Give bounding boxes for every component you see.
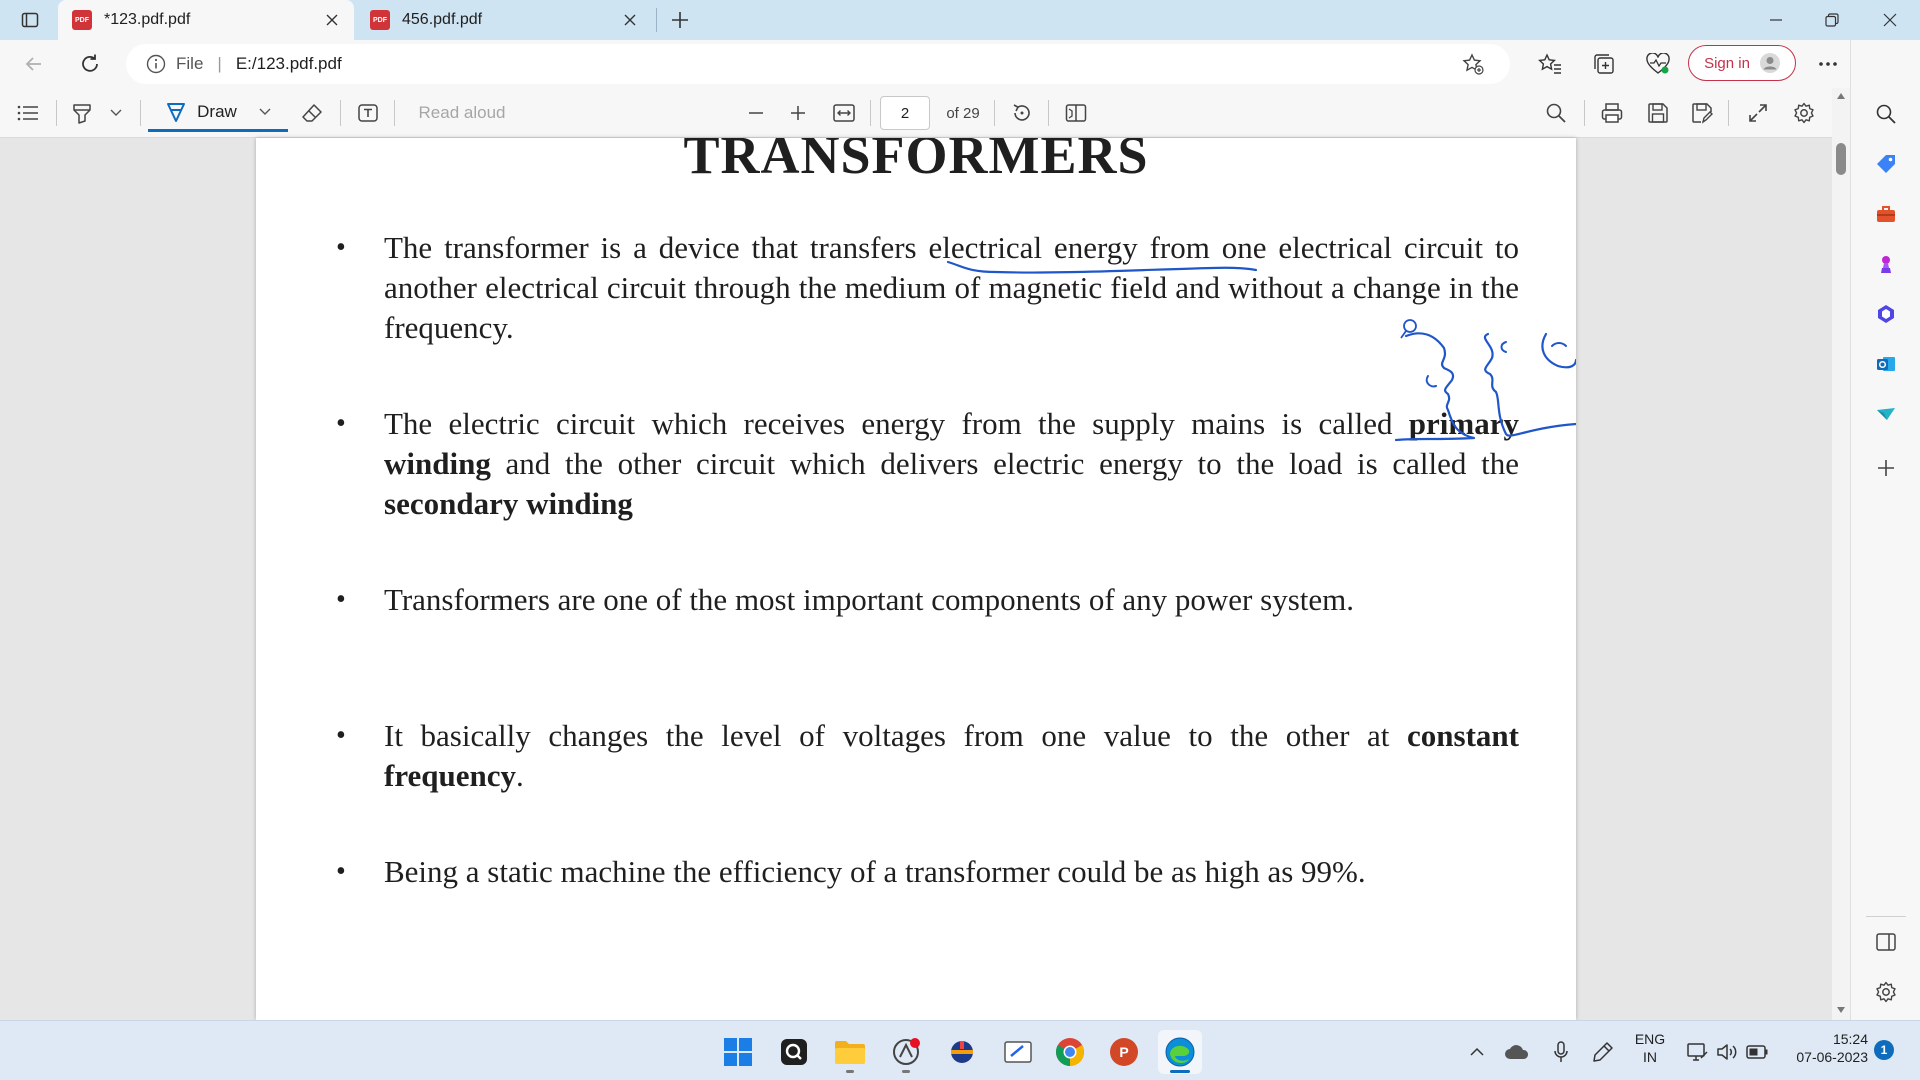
toolbar-separator <box>1584 100 1585 126</box>
erase-button[interactable] <box>296 96 328 130</box>
powerpoint-icon <box>1108 1036 1140 1068</box>
eraser-icon <box>301 102 323 124</box>
close-icon <box>1883 13 1897 27</box>
toolbox-icon <box>1875 203 1897 225</box>
microsoft-365-icon <box>1875 303 1897 325</box>
table-of-contents-icon <box>17 104 39 122</box>
edge-button[interactable] <box>1158 1030 1202 1074</box>
highlight-button[interactable] <box>66 96 98 130</box>
bullet-item <box>336 228 1519 348</box>
bullet-dot: • <box>336 720 346 751</box>
sidebar-games-button[interactable] <box>1866 244 1906 284</box>
profile-avatar-icon <box>1760 53 1780 73</box>
sidebar-toggle-icon <box>1876 933 1896 951</box>
find-button[interactable] <box>1540 96 1572 130</box>
clock[interactable] <box>1776 1030 1868 1066</box>
search-icon <box>1545 102 1567 124</box>
tab-divider <box>656 8 657 32</box>
tab-title: 456.pdf.pdf <box>402 11 483 28</box>
microphone-icon <box>1553 1041 1569 1063</box>
bullet-text: . <box>516 758 524 793</box>
clock-time: 15:24 <box>1832 1031 1868 1047</box>
tab-actions-icon <box>21 11 39 29</box>
plus-icon <box>671 11 689 29</box>
tab-title: *123.pdf.pdf <box>104 11 191 28</box>
sidebar-outlook-button[interactable] <box>1866 344 1906 384</box>
back-arrow-icon <box>24 54 44 74</box>
address-bar[interactable] <box>126 44 1510 84</box>
bold-term: primary winding <box>384 406 1519 481</box>
edge-sidebar <box>1850 40 1920 1020</box>
circle-app-icon <box>891 1037 921 1067</box>
pen-tip-icon <box>1592 1041 1614 1063</box>
active-app-indicator <box>1170 1070 1190 1073</box>
chess-piece-icon <box>1875 253 1897 275</box>
powerpoint-button[interactable] <box>1102 1030 1146 1074</box>
bullet-dot: • <box>336 584 346 615</box>
text-box-icon <box>357 102 379 124</box>
taskbar-app-button[interactable] <box>996 1030 1040 1074</box>
favorites-icon <box>1538 53 1562 75</box>
add-favorite-icon[interactable] <box>1462 53 1484 75</box>
bullet-text: The transformer is a device that transfers electrical energy from one electrical circuit to another electrical circuit through the medium of magnetic field and without a change in the frequency. <box>384 230 1519 345</box>
save-as-button[interactable] <box>1686 96 1718 130</box>
read-aloud-button[interactable]: Read aloud <box>418 103 506 122</box>
pen-icon <box>165 101 187 123</box>
bullet-item <box>336 580 1519 620</box>
toolbar-separator <box>140 100 141 126</box>
sign-in-label: Sign in <box>1704 54 1750 72</box>
highlight-options-button[interactable] <box>104 96 128 130</box>
battery-icon <box>1746 1045 1768 1059</box>
toolbar-separator <box>340 100 341 126</box>
running-indicator <box>846 1070 854 1073</box>
bullet-item <box>336 716 1519 796</box>
tab-456-pdf[interactable] <box>356 0 652 40</box>
gear-icon <box>1875 981 1897 1003</box>
folder-icon <box>834 1038 866 1066</box>
restore-button[interactable] <box>1812 4 1852 36</box>
plus-icon <box>790 105 806 121</box>
refresh-button[interactable] <box>74 48 106 80</box>
save-button[interactable] <box>1642 96 1674 130</box>
minimize-icon <box>1769 13 1783 27</box>
save-as-icon <box>1691 102 1713 124</box>
shopping-tag-icon <box>1875 153 1897 175</box>
browser-essentials-button[interactable] <box>1642 48 1674 80</box>
refresh-icon <box>79 53 101 75</box>
draw-label: Draw <box>197 101 237 121</box>
bullet-text: Transformers are one of the most important components of any power system. <box>384 582 1354 617</box>
tab-close-button[interactable] <box>620 10 640 30</box>
minus-icon <box>748 105 764 121</box>
save-icon <box>1647 102 1669 124</box>
notification-badge[interactable]: 1 <box>1874 1040 1894 1060</box>
svg-text:P: P <box>1119 1044 1129 1060</box>
draw-button[interactable] <box>148 94 288 132</box>
document-title: TRANSFORMERS <box>683 138 1149 185</box>
print-button[interactable] <box>1596 96 1628 130</box>
taskbar-app-button[interactable] <box>884 1030 928 1074</box>
edge-icon <box>1164 1036 1196 1068</box>
volume-button[interactable] <box>1710 1030 1744 1074</box>
pen-menu-button[interactable] <box>1586 1030 1620 1074</box>
toolbar-separator <box>1728 100 1729 126</box>
show-hidden-icons-button[interactable] <box>1460 1030 1494 1074</box>
pdf-file-icon: PDF <box>72 10 92 30</box>
printer-icon <box>1601 102 1623 124</box>
bold-term: constant frequency <box>384 718 1519 793</box>
sidebar-add-button[interactable] <box>1866 448 1906 488</box>
drop-icon <box>1875 403 1897 425</box>
plus-icon <box>1877 459 1895 477</box>
toolbar-separator <box>394 100 395 126</box>
colorful-app-icon <box>947 1037 977 1067</box>
sidebar-microsoft365-button[interactable] <box>1866 294 1906 334</box>
rotate-button[interactable] <box>1006 96 1038 130</box>
taskbar-search-button[interactable] <box>772 1030 816 1074</box>
search-icon <box>1875 103 1897 125</box>
toolbar-separator <box>1048 100 1049 126</box>
chevron-up-icon <box>1470 1047 1484 1057</box>
sidebar-shopping-button[interactable] <box>1866 144 1906 184</box>
tab-close-button[interactable] <box>322 10 342 30</box>
start-button[interactable] <box>716 1030 760 1074</box>
bullet-item <box>336 852 1519 892</box>
tab-actions-button[interactable] <box>10 4 50 36</box>
clock-date: 07-06-2023 <box>1796 1049 1868 1065</box>
info-icon[interactable] <box>146 54 166 74</box>
full-screen-button[interactable] <box>1742 96 1774 130</box>
minimize-button[interactable] <box>1756 4 1796 36</box>
input-language-indicator[interactable] <box>1628 1030 1672 1066</box>
running-indicator <box>902 1070 910 1073</box>
bullet-item <box>336 404 1519 524</box>
address-divider: | <box>217 54 222 73</box>
region-code: IN <box>1643 1049 1657 1065</box>
speaker-icon <box>1716 1042 1738 1062</box>
scrollbar-thumb[interactable] <box>1836 143 1846 175</box>
whiteboard-icon <box>1003 1038 1033 1066</box>
bullet-dot: • <box>336 856 346 887</box>
windows-logo-icon <box>723 1037 753 1067</box>
page-number-input[interactable]: 2 <box>880 96 930 130</box>
customize-sidebar-button[interactable] <box>1866 972 1906 1012</box>
battery-button[interactable] <box>1740 1030 1774 1074</box>
hide-sidebar-button[interactable] <box>1866 922 1906 962</box>
chevron-down-icon[interactable] <box>259 108 271 116</box>
close-icon <box>624 14 636 26</box>
heart-pulse-icon <box>1646 53 1670 75</box>
page-count-label: of 29 <box>946 104 980 122</box>
gear-icon <box>1793 102 1815 124</box>
network-icon <box>1687 1042 1709 1062</box>
search-app-icon <box>780 1038 808 1066</box>
pdf-page[interactable] <box>256 138 1576 1020</box>
sidebar-tools-button[interactable] <box>1866 194 1906 234</box>
pdf-file-icon: PDF <box>370 10 390 30</box>
page-view-icon <box>1065 103 1087 123</box>
chevron-down-icon <box>110 109 122 117</box>
back-button[interactable] <box>18 48 50 80</box>
sidebar-divider <box>1866 916 1906 917</box>
contents-button[interactable] <box>12 96 44 130</box>
taskbar-app-button[interactable] <box>940 1030 984 1074</box>
vertical-scrollbar[interactable] <box>1832 88 1850 1020</box>
restore-icon <box>1825 13 1839 27</box>
settings-and-more-button[interactable] <box>1812 48 1844 80</box>
highlighter-icon <box>71 102 93 124</box>
expand-icon <box>1748 103 1768 123</box>
page-view-button[interactable] <box>1060 96 1092 130</box>
chrome-icon <box>1054 1036 1086 1068</box>
bullet-text: and the other circuit which delivers electric energy to the load is called the <box>490 446 1519 481</box>
fit-to-width-button[interactable] <box>828 96 860 130</box>
bullet-dot: • <box>336 232 346 263</box>
toolbar-separator <box>870 100 871 126</box>
bullet-dot: • <box>336 408 346 439</box>
add-text-button[interactable] <box>352 96 384 130</box>
microphone-button[interactable] <box>1544 1030 1578 1074</box>
collections-button[interactable] <box>1588 48 1620 80</box>
tab-123-pdf[interactable] <box>58 0 354 40</box>
fit-width-icon <box>833 104 855 122</box>
bullet-text: It basically changes the level of voltages from one value to the other at <box>384 718 1408 753</box>
toolbar-separator <box>56 100 57 126</box>
file-explorer-button[interactable] <box>828 1030 872 1074</box>
close-window-button[interactable] <box>1870 4 1910 36</box>
language-code: ENG <box>1634 1031 1666 1047</box>
chrome-button[interactable] <box>1048 1030 1092 1074</box>
toolbar-separator <box>994 100 995 126</box>
pdf-settings-button[interactable] <box>1788 96 1820 130</box>
bullet-text: The electric circuit which receives energy from the supply mains is called <box>384 406 1409 441</box>
zoom-out-button[interactable] <box>740 96 772 130</box>
scroll-down-arrow-icon[interactable] <box>1836 1006 1846 1014</box>
rotate-icon <box>1011 102 1033 124</box>
sidebar-drop-button[interactable] <box>1866 394 1906 434</box>
onedrive-button[interactable] <box>1500 1030 1534 1074</box>
favorites-button[interactable] <box>1534 48 1566 80</box>
url-text: E:/123.pdf.pdf <box>235 54 342 73</box>
bullet-text: Being a static machine the efficiency of a transformer could be as high as 99%. <box>384 854 1366 889</box>
sidebar-search-button[interactable] <box>1866 94 1906 134</box>
cloud-icon <box>1504 1043 1530 1061</box>
zoom-in-button[interactable] <box>782 96 814 130</box>
scroll-up-arrow-icon[interactable] <box>1836 92 1846 100</box>
bold-term: secondary winding <box>384 486 633 521</box>
more-icon <box>1818 61 1838 67</box>
outlook-icon <box>1875 353 1897 375</box>
collections-icon <box>1593 53 1615 75</box>
new-tab-button[interactable] <box>660 4 700 36</box>
site-protocol-label: File <box>176 54 204 73</box>
sign-in-button[interactable] <box>1688 45 1796 81</box>
close-icon <box>326 14 338 26</box>
